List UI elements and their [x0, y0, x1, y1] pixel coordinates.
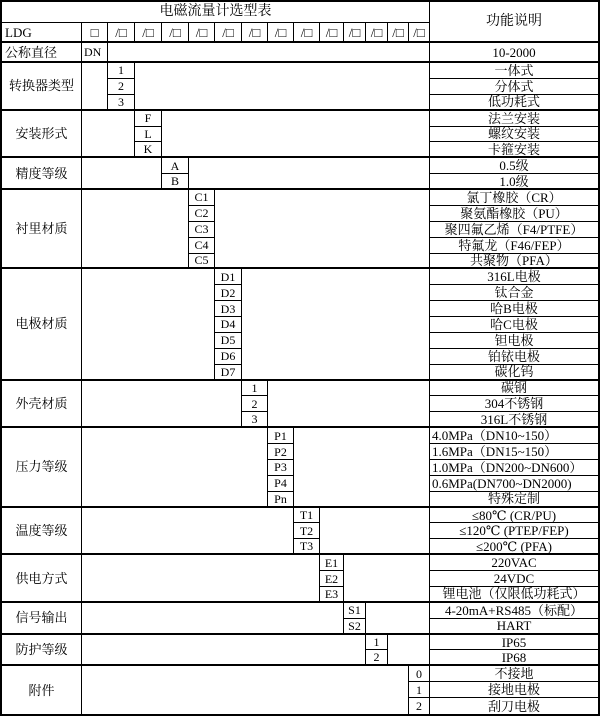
option-desc: 钽电极 [430, 333, 598, 349]
option-code: E3 [320, 587, 344, 603]
spacer-cell [82, 428, 268, 507]
spacer-cell [242, 269, 430, 380]
option-desc: 铂铱电极 [430, 349, 598, 365]
option-code: 1 [108, 63, 135, 79]
option-code: 2 [366, 650, 388, 666]
option-desc: 特殊定制 [430, 492, 598, 508]
option-code: 2 [409, 698, 430, 714]
spacer-cell [82, 158, 162, 190]
option-code: A [162, 158, 189, 174]
option-desc: ≤200℃ (PFA) [430, 539, 598, 555]
spacer-cell [82, 381, 242, 429]
option-desc: 1.0级 [430, 174, 598, 190]
model-slash-box: /□ [320, 23, 344, 43]
option-desc: 4-20mA+RS485（标配） [430, 603, 598, 619]
option-code: C2 [189, 206, 215, 222]
option-code: P4 [268, 476, 294, 492]
option-desc: 1.6MPa（DN15~150） [430, 444, 598, 460]
spacer-cell [82, 635, 366, 667]
option-code: D4 [215, 317, 242, 333]
category-label: 防护等级 [2, 635, 82, 667]
option-code: 3 [242, 412, 268, 428]
option-code: 3 [108, 95, 135, 111]
option-code: D3 [215, 301, 242, 317]
option-code: D1 [215, 269, 242, 285]
option-code: D2 [215, 285, 242, 301]
option-desc: 特氟龙（F46/FEP） [430, 238, 598, 254]
option-desc: 304不锈钢 [430, 396, 598, 412]
spacer-cell [82, 111, 135, 159]
option-desc: 24VDC [430, 571, 598, 587]
option-desc: 钛合金 [430, 285, 598, 301]
category-label: 供电方式 [2, 555, 82, 603]
spacer-cell [135, 63, 430, 111]
category-label: 精度等级 [2, 158, 82, 190]
table-title: 电磁流量计选型表 [2, 2, 430, 23]
option-code: D7 [215, 365, 242, 381]
category-label: 压力等级 [2, 428, 82, 507]
category-label: 衬里材质 [2, 190, 82, 269]
spacer-cell [82, 555, 320, 603]
option-desc: HART [430, 619, 598, 635]
option-code: P3 [268, 460, 294, 476]
spacer-cell [82, 666, 409, 714]
category-label: 公称直径 [2, 43, 82, 63]
spacer-cell [82, 63, 108, 111]
category-label: 转换器类型 [2, 63, 82, 111]
option-code: F [135, 111, 162, 127]
option-desc: 刮刀电极 [487, 698, 540, 714]
model-slash-box: /□ [162, 23, 189, 43]
option-code: 0 [409, 666, 430, 682]
option-desc: 锂电池（仅限低功耗式） [430, 587, 598, 603]
category-label: 电极材质 [2, 269, 82, 380]
option-code: D6 [215, 349, 242, 365]
option-code: C3 [189, 222, 215, 238]
option-desc: 10-2000 [430, 43, 598, 63]
option-code: 2 [108, 79, 135, 95]
option-code: P2 [268, 444, 294, 460]
option-code: T3 [294, 539, 320, 555]
category-label: 外壳材质 [2, 381, 82, 429]
option-code: 1 [409, 682, 430, 698]
spacer-cell [294, 428, 430, 507]
spacer-cell [268, 381, 430, 429]
option-code: 1 [366, 635, 388, 651]
option-desc: ≤80℃ (CR/PU) [430, 508, 598, 524]
model-base-box: □ [82, 23, 108, 43]
option-desc: 聚四氟乙烯（F4/PTFE） [430, 222, 598, 238]
option-code: P1 [268, 428, 294, 444]
option-desc: 0.5级 [430, 158, 598, 174]
model-slash-box: /□ [215, 23, 242, 43]
option-desc: ≤120℃ (PTEP/FEP) [430, 523, 598, 539]
model-slash-box: /□ [135, 23, 162, 43]
spacer-cell [366, 603, 430, 635]
option-desc: 一体式 [430, 63, 598, 79]
option-code: T1 [294, 508, 320, 524]
spacer-cell [82, 269, 215, 380]
option-desc: 低功耗式 [430, 95, 598, 111]
option-desc: 分体式 [430, 79, 598, 95]
option-desc: 4.0MPa（DN10~150） [430, 428, 598, 444]
option-desc: 卡箍安装 [430, 142, 598, 158]
model-slash-box: /□ [344, 23, 366, 43]
option-code: E2 [320, 571, 344, 587]
model-slash-box: /□ [242, 23, 268, 43]
category-label: 附件 [2, 666, 82, 714]
option-code: S1 [344, 603, 366, 619]
option-desc: IP65 [430, 635, 598, 651]
spacer-cell [82, 603, 344, 635]
option-desc: 不接地 [430, 666, 598, 682]
category-label: 信号输出 [2, 603, 82, 635]
option-desc: 0.6MPa(DN700~DN2000) [430, 476, 598, 492]
option-desc: 316L电极 [430, 269, 598, 285]
option-desc: IP68 [430, 650, 598, 666]
option-desc: 碳钢 [430, 381, 598, 397]
option-code: L [135, 127, 162, 143]
category-label: 安装形式 [2, 111, 82, 159]
spacer-cell [162, 111, 430, 159]
option-desc: 1.0MPa（DN200~DN600） [430, 460, 598, 476]
option-desc: 聚氨酯橡胶（PU） [430, 206, 598, 222]
option-desc: 220VAC [430, 555, 598, 571]
spacer-cell [344, 555, 430, 603]
spacer-cell [108, 43, 430, 63]
option-code: D5 [215, 333, 242, 349]
model-slash-box: /□ [409, 23, 430, 43]
option-code: DN [82, 43, 108, 63]
option-code: 2 [242, 396, 268, 412]
option-code: C4 [189, 238, 215, 254]
option-desc: 螺纹安装 [430, 127, 598, 143]
option-code: B [162, 174, 189, 190]
option-code: K [135, 142, 162, 158]
option-code: Pn [268, 492, 294, 508]
model-prefix: LDG [2, 23, 82, 43]
model-slash-box: /□ [108, 23, 135, 43]
option-desc: 接地电极 [430, 682, 598, 698]
option-desc: 法兰安装 [430, 111, 598, 127]
option-code: E1 [320, 555, 344, 571]
option-code: S2 [344, 619, 366, 635]
spacer-cell [388, 635, 430, 667]
model-slash-box: /□ [388, 23, 409, 43]
option-desc: 碳化钨 [430, 365, 598, 381]
option-desc: 共聚物（PFA） [430, 254, 598, 270]
function-column-header: 功能说明 [430, 2, 598, 43]
spacer-cell [82, 508, 294, 556]
option-desc: 哈C电极 [430, 317, 598, 333]
option-desc: 316L不锈钢 [430, 412, 598, 428]
spacer-cell [189, 158, 430, 190]
option-desc: 氯丁橡胶（CR） [430, 190, 598, 206]
model-slash-box: /□ [294, 23, 320, 43]
category-label: 温度等级 [2, 508, 82, 556]
spacer-cell [82, 190, 189, 269]
option-code: C1 [189, 190, 215, 206]
option-code: 1 [242, 381, 268, 397]
model-slash-box: /□ [366, 23, 388, 43]
spacer-cell [215, 190, 430, 269]
model-slash-box: /□ [189, 23, 215, 43]
option-desc: 哈B电极 [430, 301, 598, 317]
option-code: T2 [294, 523, 320, 539]
option-code: C5 [189, 254, 215, 270]
model-slash-box: /□ [268, 23, 294, 43]
spacer-cell [320, 508, 430, 556]
